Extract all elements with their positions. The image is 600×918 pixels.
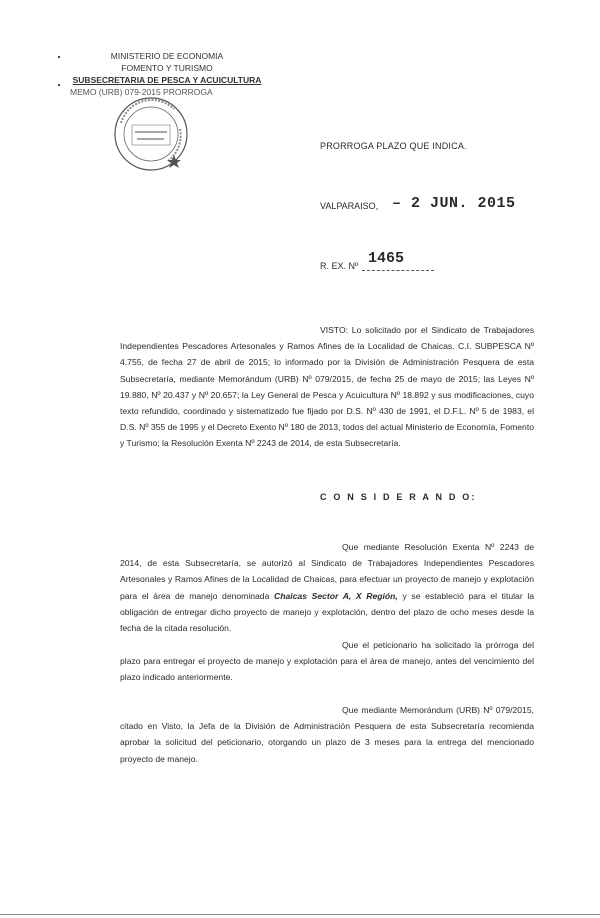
scan-mark xyxy=(58,84,60,86)
resolution-label: R. EX. Nº xyxy=(320,261,359,271)
ministry-line: MINISTERIO DE ECONOMIA xyxy=(110,51,224,61)
resolution-number-value: 1465 xyxy=(368,250,405,267)
ministry-subline: FOMENTO Y TURISMO xyxy=(121,63,213,73)
date-stamp: – 2 JUN. 2015 xyxy=(392,195,516,212)
place-label: VALPARAISO, xyxy=(320,201,379,211)
considerando-heading: C O N S I D E R A N D O: xyxy=(320,492,477,502)
considerando-paragraph-2: Que el peticionario ha solicitado la prórroga del plazo para entregar el proyecto de manejo y explotación para el área de manejo, antes del vencimiento del plazo indicado anteriormente. xyxy=(120,640,534,683)
scan-mark xyxy=(58,56,60,58)
subsecretaria-line: SUBSECRETARIA DE PESCA Y ACUICULTURA xyxy=(72,75,262,85)
official-seal-stamp xyxy=(112,95,190,173)
letterhead xyxy=(72,50,262,98)
c1-text-start: Que mediante Resolución Exenta Nº 2243 de 2014, de esta Subsecretaría, se autorizó al Sindicato de Trabajadores Independientes Pescadores Artesonales y Ramos Afines de la Localidad de Chaicas, para efectuar un proyecto de manejo y explotación para el área de manejo denominada xyxy=(120,542,534,601)
memo-reference: MEMO (URB) 079-2015 PRORROGA xyxy=(70,87,213,97)
considerando-paragraph-3: Que mediante Memorándum (URB) Nº 079/2015, citado en Visto, la Jefa de la División de Administración Pesquera de esta Subsecretaría recomienda aprobar la solicitud del peticionario, otorgando un plazo de 3 meses para la entrega del mencionado proyecto de manejo. xyxy=(120,705,534,764)
visto-paragraph: VISTO: Lo solicitado por el Sindicato de Trabajadores Independientes Pescadores Artesonales y Ramos Afines de la Localidad de Chaicas. C.I. SUBPESCA Nº 4.755, de fecha 27 de abril de 2015; lo informado por la División de Administración Pesquera de esta Subsecretaría, mediante Memorándum (URB) Nº 079/2015, de fecha 25 de mayo de 2015; las Leyes Nº 19.880, Nº 20.437 y Nº 20.657; la Ley General de Pesca y Acuicultura Nº 18.892 y sus modificaciones, cuyo texto refundido, coordinado y sistematizado fue fijado por D.S. Nº 430 de 1991, el D.F.L. Nº 5 de 1983, el D.S. Nº 355 de 1995 y el Decreto Exento Nº 180 de 2013, todos del actual Ministerio de Economía, Fomento y Turismo; la Resolución Exenta Nº 2243 de 2014, de esta Subsecretaría. xyxy=(120,325,534,449)
document-subject: PRORROGA PLAZO QUE INDICA. xyxy=(320,141,467,151)
c1-text-end: y se estableció para el titular la obligación de entregar dicho proyecto de manejo y explotación, dentro del plazo de ocho meses desde la fecha de la citada resolución. xyxy=(120,590,535,634)
scan-edge-line xyxy=(0,914,600,915)
considerando-paragraph-1 xyxy=(120,539,534,636)
resolution-number xyxy=(320,250,434,271)
resolution-number-field xyxy=(362,270,434,271)
area-name-emphasis: Chaicas Sector A, X Región, xyxy=(274,590,398,601)
